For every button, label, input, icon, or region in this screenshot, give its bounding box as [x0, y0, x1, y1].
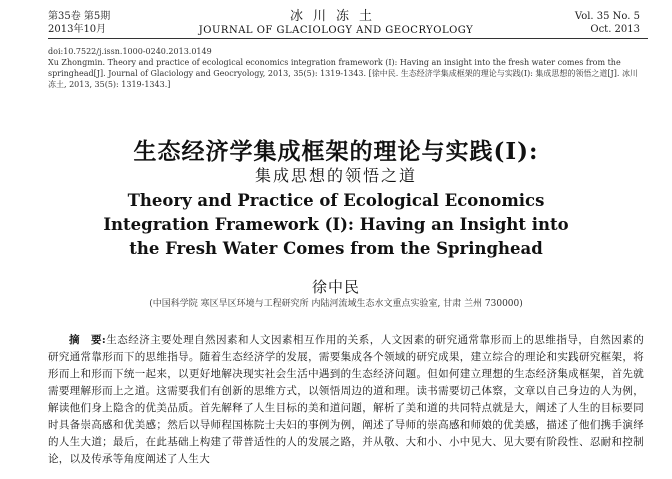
date-cn: 2013年10月 — [48, 24, 107, 35]
abstract-text: 生态经济主要处理自然因素和人文因素相互作用的关系，人文因素的研究通常靠形而上的思维指导，自然因素的研究通常靠形而下的思维指导。随着生态经济学的发展，需要集成各个领域的研究成果，建立综合的理论和实践研究框架，将形而上和形而下统一起来，以更好地解决现实社会生活中遇到的生态经济问题。但如何建立理想的生态经济集成框架，首先就需要理解形而上之道。这需要我们有创新的思维方式，以领悟周边的道和理。读书需要切己体察，文章以自己身边的人为例，解读他们身上隐含的优美品质。首先解释了人生目标的美和道问题，解析了美和道的共同特点就是大，阐述了人生的目标要同时具备崇高感和优美感；然后以导师程国栋院士夫妇的事例为例，阐述了导师的崇高感和师娘的优美感，描述了他们携手演绎的人生大道；最后，在此基础上构建了带普适性的人的发展之路，并从敬、大和小、小中见大、见大要有阶段性、忍耐和控制论，以及传承等角度阐述了人生大 — [48, 334, 644, 465]
volume-issue-cn: 第35卷 第5期 — [48, 11, 111, 22]
abstract — [48, 332, 644, 468]
header-rule — [48, 38, 648, 39]
journal-name-en: JOURNAL OF GLACIOLOGY AND GEOCRYOLOGY — [198, 25, 474, 36]
doi-line: doi:10.7522/j.issn.1000-0240.2013.0149 — [48, 47, 212, 56]
journal-name-cn: 冰川冻土 — [289, 9, 382, 24]
article-subtitle-cn: 集成思想的领悟之道 — [254, 166, 417, 185]
date-en: Oct. 2013 — [590, 24, 640, 35]
header-right — [575, 10, 640, 36]
citation-text: Xu Zhongmin. Theory and practice of ecological economics integration framework (Ⅰ): Having an insight into the fresh water comes from the springhead[J]. Journal of Glaciology and Geocryology, 2013, 35(5): 1319-1343. [徐中民. 生态经济学集成框架的理论与实践(Ⅰ): 集成思想的领悟之道[J]. 冰川冻土, 2013, 35(5): 1319-1343.] — [48, 58, 638, 89]
author-affiliation: (中国科学院 寒区旱区环境与工程研究所 内陆河流域生态水文重点实验室, 甘肃 兰州 730000) — [149, 299, 523, 309]
author-name: 徐中民 — [311, 278, 360, 296]
header-center — [0, 10, 672, 38]
volume-issue-en: Vol. 35 No. 5 — [574, 11, 640, 22]
article-title-cn: 生态经济学集成框架的理论与实践(Ⅰ): — [133, 138, 539, 165]
abstract-label: 摘 要: — [69, 334, 107, 346]
article-title-en: Theory and Practice of Ecological Economics Integration Framework (Ⅰ): Having an Insight into the Fresh Water Comes from the Springhead — [103, 191, 569, 258]
